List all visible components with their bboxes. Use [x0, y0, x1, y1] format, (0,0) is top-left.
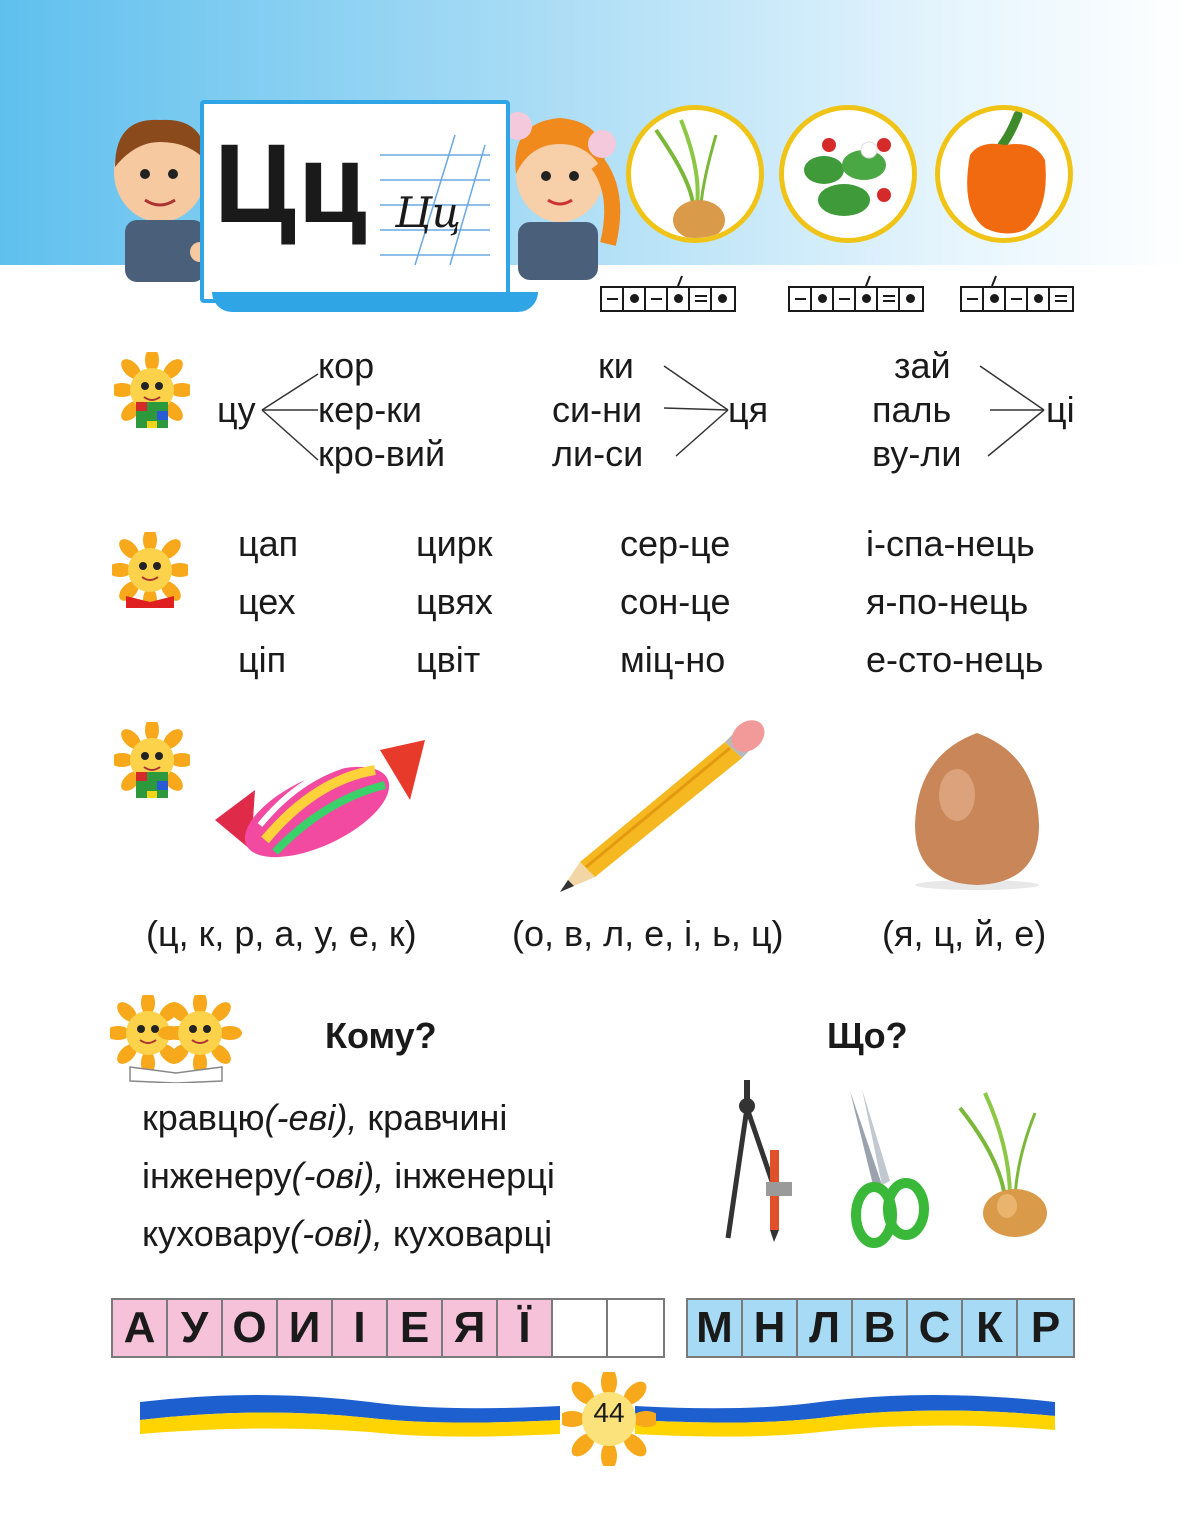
ex1-start-4: зай	[894, 345, 951, 386]
scheme-dash-cell	[834, 288, 856, 310]
ex2-word: цвіт	[416, 639, 481, 680]
ex1-ending-2: кер-ки	[318, 389, 423, 430]
two-sunflowers-book-icon	[110, 995, 242, 1083]
vowel-cell: А	[113, 1300, 168, 1356]
profession-feminine: інженерці	[384, 1155, 555, 1196]
stress-marks	[600, 272, 1090, 288]
scheme-dot-cell	[1028, 288, 1050, 310]
ex2-word: цех	[238, 581, 296, 622]
letter-set-pencil: (о, в, л, е, і, ь, ц)	[512, 913, 784, 954]
pepper-picture	[935, 105, 1073, 243]
vowel-cell: Ї	[498, 1300, 553, 1356]
ex1-suffix-1: ця	[728, 389, 769, 430]
blank-cell	[608, 1300, 663, 1356]
blank-cell	[553, 1300, 608, 1356]
strawberry-plant-icon	[784, 110, 912, 238]
vowel-cell: О	[223, 1300, 278, 1356]
vowel-cell: Е	[388, 1300, 443, 1356]
ex2-word: ціп	[238, 639, 287, 680]
vowel-cell: И	[278, 1300, 333, 1356]
ex1-branch-lines-2	[662, 358, 732, 468]
ex2-word: міц-но	[620, 639, 726, 680]
profession-feminine: кравчині	[357, 1097, 508, 1138]
compass-icon	[722, 1078, 802, 1243]
question-what: Що?	[827, 1015, 908, 1056]
pencil-icon	[550, 712, 770, 902]
sunflower-reading-icon	[112, 532, 188, 608]
scheme-dash-cell	[790, 288, 812, 310]
profession-line-1	[142, 1097, 508, 1138]
ex2-word: сер-це	[620, 523, 731, 564]
scheme-dot-cell	[668, 288, 690, 310]
scheme-dot-cell	[624, 288, 646, 310]
scheme-dash-cell	[646, 288, 668, 310]
scheme-dash-cell	[962, 288, 984, 310]
ex2-word: цирк	[416, 523, 493, 564]
syllable-scheme-2	[788, 286, 924, 312]
ex2-word: я-по-нець	[866, 581, 1029, 622]
consonant-cell: С	[908, 1300, 963, 1356]
ex1-ending-3: кро-вий	[318, 433, 446, 474]
candy-icon	[205, 730, 435, 880]
ex2-word: сон-це	[620, 581, 731, 622]
sunflower-cube-icon	[114, 352, 190, 428]
scheme-dot-cell	[984, 288, 1006, 310]
syllable-scheme-1	[600, 286, 736, 312]
scheme-eq-cell	[878, 288, 900, 310]
vowels-strip	[111, 1298, 665, 1358]
egg-icon	[905, 725, 1050, 890]
strawberry-picture	[779, 105, 917, 243]
scheme-dash-cell	[602, 288, 624, 310]
scheme-eq-cell	[690, 288, 712, 310]
vowel-cell: У	[168, 1300, 223, 1356]
ex2-word: і-спа-нець	[866, 523, 1035, 564]
profession-ending: (-ові),	[291, 1155, 385, 1196]
profession-feminine: куховарці	[382, 1213, 553, 1254]
big-letter: Цц	[214, 121, 369, 246]
scissors-icon	[842, 1085, 932, 1250]
consonant-cell: Н	[743, 1300, 798, 1356]
consonant-cell: Р	[1018, 1300, 1073, 1356]
script-letter: Цц	[395, 188, 461, 237]
profession-line-3	[142, 1213, 553, 1254]
profession-line-2	[142, 1155, 555, 1196]
ex1-start-1: ки	[598, 345, 634, 386]
scheme-dash-cell	[1006, 288, 1028, 310]
ex2-word: цап	[238, 523, 299, 564]
ex1-start-6: ву-ли	[872, 433, 962, 474]
ex1-branch-lines-3	[978, 358, 1048, 468]
boy-illustration	[105, 112, 215, 282]
consonant-cell: К	[963, 1300, 1018, 1356]
vowel-cell: Я	[443, 1300, 498, 1356]
profession-word: кравцю	[142, 1097, 265, 1138]
ex1-start-5: паль	[872, 389, 952, 430]
onion-icon	[955, 1088, 1075, 1243]
consonant-cell: Л	[798, 1300, 853, 1356]
ex2-word: цвях	[416, 581, 493, 622]
ex1-prefix: цу	[217, 389, 256, 430]
page-number: 44	[593, 1397, 625, 1428]
consonant-cell: М	[688, 1300, 743, 1356]
ex1-start-3: ли-си	[552, 433, 644, 474]
scheme-dot-cell	[900, 288, 922, 310]
onion-icon	[631, 110, 759, 238]
profession-ending: (-ові),	[290, 1213, 383, 1254]
question-who: Кому?	[325, 1015, 437, 1056]
ex1-suffix-2: ці	[1046, 389, 1075, 430]
consonants-strip	[686, 1298, 1075, 1358]
scheme-dot-cell	[812, 288, 834, 310]
letter-set-candy: (ц, к, р, а, у, е, к)	[146, 913, 417, 954]
vowel-cell: І	[333, 1300, 388, 1356]
onion-picture	[626, 105, 764, 243]
pepper-icon	[940, 110, 1068, 238]
consonant-cell: В	[853, 1300, 908, 1356]
profession-word: куховару	[142, 1213, 291, 1254]
syllable-scheme-3	[960, 286, 1074, 312]
ex2-word: е-сто-нець	[866, 639, 1044, 680]
profession-word: інженеру	[142, 1155, 292, 1196]
ex1-ending-1: кор	[318, 345, 375, 386]
book-base	[212, 292, 538, 312]
scheme-dot-cell	[856, 288, 878, 310]
girl-illustration	[498, 104, 628, 280]
letter-set-egg: (я, ц, й, е)	[882, 913, 1047, 954]
profession-ending: (-еві),	[264, 1097, 358, 1138]
scheme-dot-cell	[712, 288, 734, 310]
scheme-eq-cell	[1050, 288, 1072, 310]
ex1-start-2: си-ни	[552, 389, 643, 430]
sunflower-cube-icon	[114, 722, 190, 798]
ex1-branch-lines-1	[260, 370, 320, 470]
